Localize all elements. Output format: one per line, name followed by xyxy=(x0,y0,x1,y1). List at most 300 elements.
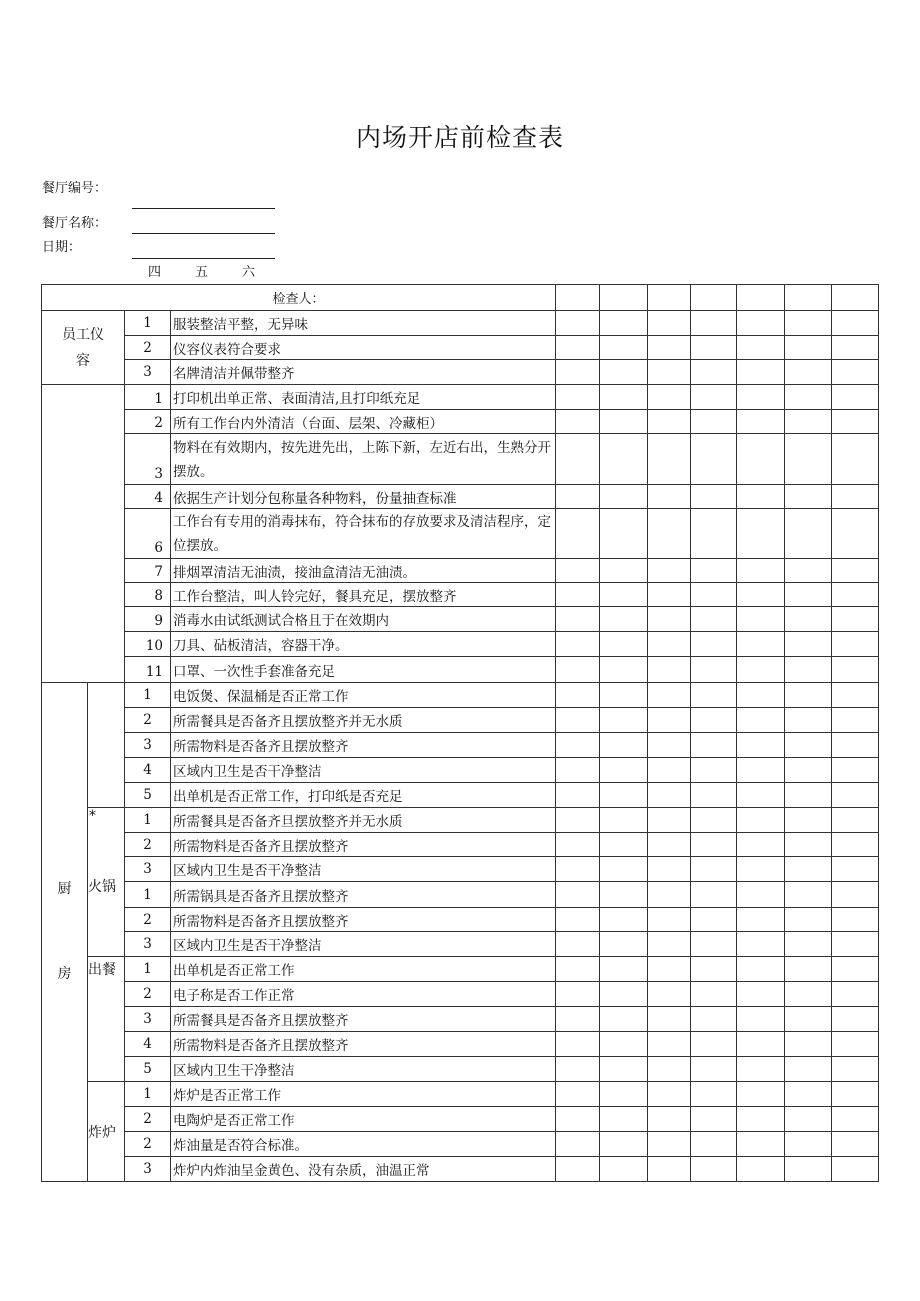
check-cell[interactable] xyxy=(648,485,691,509)
check-cell[interactable] xyxy=(737,434,785,485)
check-cell[interactable] xyxy=(691,833,737,857)
check-cell[interactable] xyxy=(785,410,832,434)
check-cell[interactable] xyxy=(648,708,691,733)
row-item: 工作台有专用的消毒抹布，符合抹布的存放要求及清洁程序，定位摆放。 xyxy=(171,509,556,559)
check-cell[interactable] xyxy=(785,908,832,932)
row-item: 出单机是否正常工作 xyxy=(171,957,556,982)
check-cell[interactable] xyxy=(648,1082,691,1107)
row-item: 所需餐具是否备齐且摆放整齐并无水质 xyxy=(171,708,556,733)
check-cell[interactable] xyxy=(691,783,737,808)
row-number: 1 xyxy=(125,683,171,708)
check-cell[interactable] xyxy=(600,1132,648,1157)
check-cell[interactable] xyxy=(785,434,832,485)
check-cell[interactable] xyxy=(648,1007,691,1032)
table-row xyxy=(42,808,879,833)
check-cell[interactable] xyxy=(648,932,691,957)
check-cell[interactable] xyxy=(737,1082,785,1107)
check-cell[interactable] xyxy=(691,559,737,583)
check-cell[interactable] xyxy=(832,733,879,758)
check-cell[interactable] xyxy=(648,982,691,1007)
row-item: 电饭煲、保温桶是否正常工作 xyxy=(171,683,556,708)
check-cell[interactable] xyxy=(600,908,648,932)
check-cell[interactable] xyxy=(556,657,600,683)
check-cell[interactable] xyxy=(600,632,648,657)
check-cell[interactable] xyxy=(785,708,832,733)
check-cell[interactable] xyxy=(785,632,832,657)
row-number: 6 xyxy=(125,509,171,559)
row-item: 打印机出单正常、表面清洁,且打印纸充足 xyxy=(171,385,556,410)
check-cell[interactable] xyxy=(556,336,600,360)
check-cell[interactable] xyxy=(691,410,737,434)
check-cell[interactable] xyxy=(600,882,648,908)
subgroup-hotpot-label: 火锅 xyxy=(88,879,116,895)
check-cell[interactable] xyxy=(648,882,691,908)
check-cell[interactable] xyxy=(691,509,737,559)
check-cell[interactable] xyxy=(785,1157,832,1182)
check-cell[interactable] xyxy=(600,683,648,708)
check-cell[interactable] xyxy=(600,808,648,833)
check-cell[interactable] xyxy=(832,957,879,982)
check-cell[interactable] xyxy=(556,857,600,882)
row-item: 所有工作台内外清洁（台面、层架、冷藏柜） xyxy=(171,410,556,434)
check-cell[interactable] xyxy=(600,1157,648,1182)
check-cell[interactable] xyxy=(600,410,648,434)
table-row xyxy=(42,509,879,559)
table-row xyxy=(42,683,879,708)
check-cell[interactable] xyxy=(832,882,879,908)
check-cell[interactable] xyxy=(785,1057,832,1082)
subgroup-star-label: * xyxy=(89,808,96,824)
check-cell[interactable] xyxy=(648,509,691,559)
table-row xyxy=(42,758,879,783)
check-cell[interactable] xyxy=(648,957,691,982)
check-cell[interactable] xyxy=(691,708,737,733)
check-cell[interactable] xyxy=(785,1132,832,1157)
check-cell[interactable] xyxy=(556,509,600,559)
check-cell[interactable] xyxy=(600,607,648,632)
row-number: 4 xyxy=(125,758,171,783)
check-cell[interactable] xyxy=(832,1132,879,1157)
row-number: 10 xyxy=(125,632,171,657)
check-cell[interactable] xyxy=(556,708,600,733)
row-item: 炸炉内炸油呈金黄色、没有杂质，油温正常 xyxy=(171,1157,556,1182)
check-cell[interactable] xyxy=(648,559,691,583)
check-cell[interactable] xyxy=(600,833,648,857)
page-title: 内场开店前检查表 xyxy=(355,123,564,152)
row-item: 区域内卫生是否干净整洁 xyxy=(171,932,556,957)
table-row xyxy=(42,607,879,632)
check-cell[interactable] xyxy=(648,1107,691,1132)
check-cell[interactable] xyxy=(737,857,785,882)
row-number: 3 xyxy=(125,1007,171,1032)
check-cell[interactable] xyxy=(785,758,832,783)
check-cell[interactable] xyxy=(556,957,600,982)
restaurant-name-label: 餐厅名称： xyxy=(42,216,108,231)
check-cell[interactable] xyxy=(556,683,600,708)
weekday-fri: 五 xyxy=(195,265,209,280)
check-cell[interactable] xyxy=(648,908,691,932)
check-cell[interactable] xyxy=(691,1157,737,1182)
check-cell[interactable] xyxy=(785,583,832,607)
check-cell[interactable] xyxy=(737,1007,785,1032)
check-cell[interactable] xyxy=(832,1032,879,1057)
check-cell[interactable] xyxy=(600,957,648,982)
check-cell[interactable] xyxy=(691,485,737,509)
check-cell[interactable] xyxy=(648,783,691,808)
table-row xyxy=(42,982,879,1007)
check-cell[interactable] xyxy=(691,982,737,1007)
check-cell[interactable] xyxy=(785,657,832,683)
row-number: 2 xyxy=(125,708,171,733)
check-cell[interactable] xyxy=(785,882,832,908)
check-cell[interactable] xyxy=(785,932,832,957)
check-cell[interactable] xyxy=(785,285,832,311)
check-cell[interactable] xyxy=(691,1057,737,1082)
table-row xyxy=(42,632,879,657)
check-cell[interactable] xyxy=(600,932,648,957)
table-row xyxy=(42,833,879,857)
check-cell[interactable] xyxy=(785,857,832,882)
check-cell[interactable] xyxy=(785,559,832,583)
check-cell[interactable] xyxy=(556,758,600,783)
restaurant-no-label: 餐厅编号： xyxy=(42,181,108,196)
row-number: 3 xyxy=(125,1157,171,1182)
check-cell[interactable] xyxy=(600,385,648,410)
check-cell[interactable] xyxy=(600,336,648,360)
check-cell[interactable] xyxy=(648,1032,691,1057)
check-cell[interactable] xyxy=(832,783,879,808)
check-cell[interactable] xyxy=(785,733,832,758)
check-cell[interactable] xyxy=(737,485,785,509)
check-cell[interactable] xyxy=(600,1032,648,1057)
check-cell[interactable] xyxy=(648,1057,691,1082)
check-cell[interactable] xyxy=(691,385,737,410)
check-cell[interactable] xyxy=(737,833,785,857)
check-cell[interactable] xyxy=(737,410,785,434)
row-number: 4 xyxy=(125,1032,171,1057)
check-cell[interactable] xyxy=(556,385,600,410)
row-number: 5 xyxy=(125,783,171,808)
date-line xyxy=(132,258,275,259)
check-cell[interactable] xyxy=(737,957,785,982)
check-cell[interactable] xyxy=(600,733,648,758)
check-cell[interactable] xyxy=(737,1057,785,1082)
check-cell[interactable] xyxy=(556,434,600,485)
check-cell[interactable] xyxy=(691,1107,737,1132)
check-cell[interactable] xyxy=(691,932,737,957)
check-cell[interactable] xyxy=(832,410,879,434)
check-cell[interactable] xyxy=(832,833,879,857)
check-cell[interactable] xyxy=(691,1082,737,1107)
check-cell[interactable] xyxy=(691,657,737,683)
check-cell[interactable] xyxy=(737,385,785,410)
check-cell[interactable] xyxy=(785,982,832,1007)
check-cell[interactable] xyxy=(556,932,600,957)
check-cell[interactable] xyxy=(556,1032,600,1057)
row-number: 2 xyxy=(125,410,171,434)
check-cell[interactable] xyxy=(691,632,737,657)
check-cell[interactable] xyxy=(832,583,879,607)
check-cell[interactable] xyxy=(832,808,879,833)
table-row xyxy=(42,1132,879,1157)
check-cell[interactable] xyxy=(737,733,785,758)
row-item: 区域内卫生是否干净整洁 xyxy=(171,857,556,882)
check-cell[interactable] xyxy=(648,808,691,833)
table-row xyxy=(42,957,879,982)
check-cell[interactable] xyxy=(600,311,648,336)
row-item: 物料在有效期内，按先进先出，上陈下新，左近右出，生熟分开摆放。 xyxy=(171,434,556,485)
check-cell[interactable] xyxy=(556,1157,600,1182)
check-cell[interactable] xyxy=(691,808,737,833)
check-cell[interactable] xyxy=(737,982,785,1007)
check-cell[interactable] xyxy=(600,1082,648,1107)
check-cell[interactable] xyxy=(832,434,879,485)
check-cell[interactable] xyxy=(600,360,648,385)
check-cell[interactable] xyxy=(832,982,879,1007)
check-cell[interactable] xyxy=(556,808,600,833)
check-cell[interactable] xyxy=(648,758,691,783)
check-cell[interactable] xyxy=(691,882,737,908)
check-cell[interactable] xyxy=(648,360,691,385)
check-cell[interactable] xyxy=(832,385,879,410)
check-cell[interactable] xyxy=(737,908,785,932)
check-cell[interactable] xyxy=(556,583,600,607)
check-cell[interactable] xyxy=(691,607,737,632)
check-cell[interactable] xyxy=(737,360,785,385)
check-cell[interactable] xyxy=(832,559,879,583)
check-cell[interactable] xyxy=(556,833,600,857)
check-cell[interactable] xyxy=(737,1032,785,1057)
check-cell[interactable] xyxy=(737,632,785,657)
check-cell[interactable] xyxy=(737,683,785,708)
row-item: 区域内卫生干净整洁 xyxy=(171,1057,556,1082)
row-number: 2 xyxy=(125,833,171,857)
check-cell[interactable] xyxy=(648,285,691,311)
check-cell[interactable] xyxy=(648,683,691,708)
row-item: 电陶炉是否正常工作 xyxy=(171,1107,556,1132)
check-cell[interactable] xyxy=(648,336,691,360)
check-cell[interactable] xyxy=(600,758,648,783)
check-cell[interactable] xyxy=(832,336,879,360)
check-cell[interactable] xyxy=(648,857,691,882)
check-cell[interactable] xyxy=(832,360,879,385)
check-cell[interactable] xyxy=(691,758,737,783)
row-item: 仪容仪表符合要求 xyxy=(171,336,556,360)
check-cell[interactable] xyxy=(785,1032,832,1057)
check-cell[interactable] xyxy=(556,1057,600,1082)
table-row xyxy=(42,1057,879,1082)
check-cell[interactable] xyxy=(556,908,600,932)
check-cell[interactable] xyxy=(832,908,879,932)
check-cell[interactable] xyxy=(556,410,600,434)
check-cell[interactable] xyxy=(737,783,785,808)
check-cell[interactable] xyxy=(556,882,600,908)
row-item: 电子称是否工作正常 xyxy=(171,982,556,1007)
check-cell[interactable] xyxy=(737,1132,785,1157)
check-cell[interactable] xyxy=(832,1082,879,1107)
check-cell[interactable] xyxy=(600,708,648,733)
check-cell[interactable] xyxy=(600,982,648,1007)
check-cell[interactable] xyxy=(600,1107,648,1132)
table-row xyxy=(42,485,879,509)
check-cell[interactable] xyxy=(785,360,832,385)
check-cell[interactable] xyxy=(556,1107,600,1132)
check-cell[interactable] xyxy=(600,583,648,607)
check-cell[interactable] xyxy=(648,1132,691,1157)
check-cell[interactable] xyxy=(556,733,600,758)
check-cell[interactable] xyxy=(832,607,879,632)
check-cell[interactable] xyxy=(785,783,832,808)
check-cell[interactable] xyxy=(832,1157,879,1182)
check-cell[interactable] xyxy=(832,632,879,657)
check-cell[interactable] xyxy=(691,1032,737,1057)
check-cell[interactable] xyxy=(691,285,737,311)
group-staff: 员工仪容 xyxy=(42,311,125,385)
check-cell[interactable] xyxy=(600,783,648,808)
check-cell[interactable] xyxy=(556,982,600,1007)
check-cell[interactable] xyxy=(785,808,832,833)
check-cell[interactable] xyxy=(737,758,785,783)
check-cell[interactable] xyxy=(785,485,832,509)
check-cell[interactable] xyxy=(648,434,691,485)
check-cell[interactable] xyxy=(737,1107,785,1132)
check-cell[interactable] xyxy=(737,559,785,583)
check-cell[interactable] xyxy=(556,783,600,808)
check-cell[interactable] xyxy=(691,1132,737,1157)
check-cell[interactable] xyxy=(691,1007,737,1032)
row-item: 所需餐具是否备齐旦摆放整齐并无水质 xyxy=(171,808,556,833)
subgroup-dispatch: 出餐 xyxy=(88,957,125,1082)
check-cell[interactable] xyxy=(832,509,879,559)
check-cell[interactable] xyxy=(600,857,648,882)
check-cell[interactable] xyxy=(648,607,691,632)
check-cell[interactable] xyxy=(556,607,600,632)
check-cell[interactable] xyxy=(737,509,785,559)
row-item: 炸炉是否正常工作 xyxy=(171,1082,556,1107)
check-cell[interactable] xyxy=(832,758,879,783)
check-cell[interactable] xyxy=(785,509,832,559)
check-cell[interactable] xyxy=(737,932,785,957)
check-cell[interactable] xyxy=(691,857,737,882)
table-row xyxy=(42,336,879,360)
check-cell[interactable] xyxy=(737,657,785,683)
check-cell[interactable] xyxy=(832,683,879,708)
check-cell[interactable] xyxy=(600,509,648,559)
check-cell[interactable] xyxy=(832,1107,879,1132)
check-cell[interactable] xyxy=(648,1157,691,1182)
check-cell[interactable] xyxy=(600,434,648,485)
check-cell[interactable] xyxy=(648,733,691,758)
check-cell[interactable] xyxy=(556,1007,600,1032)
check-cell[interactable] xyxy=(785,1107,832,1132)
table-row xyxy=(42,583,879,607)
check-cell[interactable] xyxy=(648,657,691,683)
check-cell[interactable] xyxy=(648,583,691,607)
check-cell[interactable] xyxy=(737,583,785,607)
check-cell[interactable] xyxy=(832,657,879,683)
check-cell[interactable] xyxy=(785,336,832,360)
table-row xyxy=(42,1082,879,1107)
check-cell[interactable] xyxy=(691,336,737,360)
check-cell[interactable] xyxy=(785,607,832,632)
check-cell[interactable] xyxy=(556,360,600,385)
check-cell[interactable] xyxy=(832,708,879,733)
check-cell[interactable] xyxy=(832,1007,879,1032)
check-cell[interactable] xyxy=(600,485,648,509)
check-cell[interactable] xyxy=(737,708,785,733)
check-cell[interactable] xyxy=(556,559,600,583)
check-cell[interactable] xyxy=(648,632,691,657)
check-cell[interactable] xyxy=(785,385,832,410)
table-row xyxy=(42,882,879,908)
check-cell[interactable] xyxy=(737,285,785,311)
check-cell[interactable] xyxy=(691,683,737,708)
check-cell[interactable] xyxy=(691,957,737,982)
subgroup-hotpot xyxy=(88,808,125,957)
check-cell[interactable] xyxy=(556,632,600,657)
check-cell[interactable] xyxy=(737,311,785,336)
check-cell[interactable] xyxy=(691,434,737,485)
check-cell[interactable] xyxy=(600,285,648,311)
check-cell[interactable] xyxy=(785,683,832,708)
check-cell[interactable] xyxy=(556,285,600,311)
subgroup-fryer: 炸炉 xyxy=(88,1082,125,1182)
check-cell[interactable] xyxy=(832,485,879,509)
row-number: 9 xyxy=(125,607,171,632)
row-number: 5 xyxy=(125,1057,171,1082)
check-cell[interactable] xyxy=(600,1057,648,1082)
check-cell[interactable] xyxy=(556,1082,600,1107)
check-cell[interactable] xyxy=(648,410,691,434)
check-cell[interactable] xyxy=(832,857,879,882)
check-cell[interactable] xyxy=(832,311,879,336)
check-cell[interactable] xyxy=(556,311,600,336)
check-cell[interactable] xyxy=(785,957,832,982)
row-number: 2 xyxy=(125,908,171,932)
check-cell[interactable] xyxy=(556,1132,600,1157)
check-cell[interactable] xyxy=(737,882,785,908)
check-cell[interactable] xyxy=(832,932,879,957)
check-cell[interactable] xyxy=(648,833,691,857)
check-cell[interactable] xyxy=(691,908,737,932)
check-cell[interactable] xyxy=(600,657,648,683)
check-cell[interactable] xyxy=(600,1007,648,1032)
check-cell[interactable] xyxy=(785,1082,832,1107)
checklist-body xyxy=(42,285,879,1182)
check-cell[interactable] xyxy=(785,1007,832,1032)
check-cell[interactable] xyxy=(737,336,785,360)
check-cell[interactable] xyxy=(832,285,879,311)
check-cell[interactable] xyxy=(737,1157,785,1182)
check-cell[interactable] xyxy=(832,1057,879,1082)
check-cell[interactable] xyxy=(691,311,737,336)
check-cell[interactable] xyxy=(691,583,737,607)
check-cell[interactable] xyxy=(600,559,648,583)
check-cell[interactable] xyxy=(785,311,832,336)
check-cell[interactable] xyxy=(691,733,737,758)
check-cell[interactable] xyxy=(648,385,691,410)
check-cell[interactable] xyxy=(691,360,737,385)
weekday-thu: 四 xyxy=(148,265,162,280)
row-number: 2 xyxy=(125,1107,171,1132)
table-row xyxy=(42,360,879,385)
check-cell[interactable] xyxy=(648,311,691,336)
check-cell[interactable] xyxy=(737,808,785,833)
check-cell[interactable] xyxy=(785,833,832,857)
table-row xyxy=(42,708,879,733)
check-cell[interactable] xyxy=(556,485,600,509)
check-cell[interactable] xyxy=(737,607,785,632)
